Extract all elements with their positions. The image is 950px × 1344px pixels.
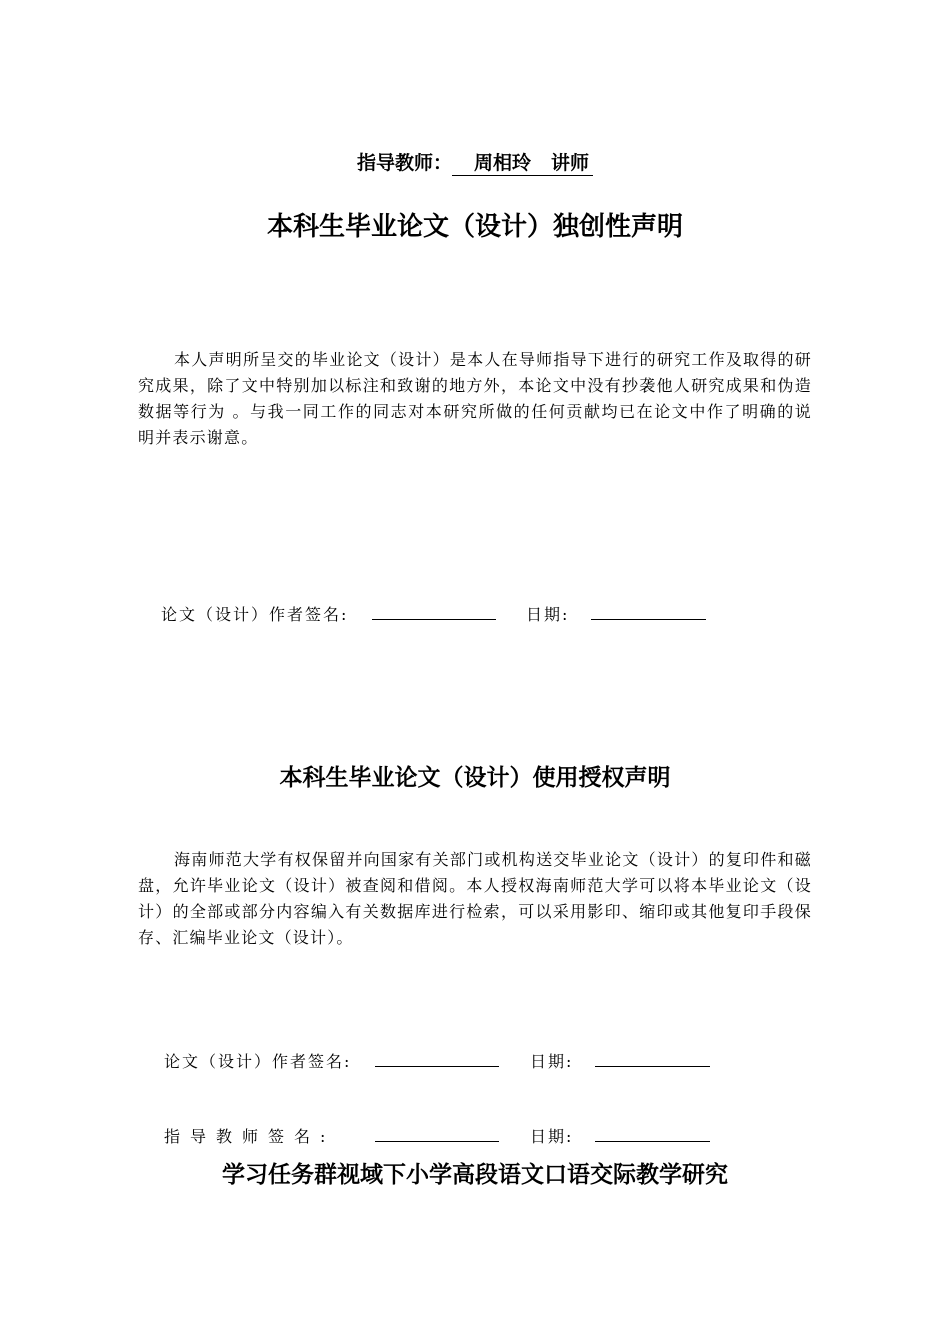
originality-author-sign-line [372, 619, 496, 620]
advisor-name-field [452, 152, 593, 176]
advisor-date-label: 日期: [530, 1127, 574, 1146]
originality-date-label: 日期: [526, 605, 570, 624]
authorization-heading: 本科生毕业论文（设计）使用授权声明 [279, 765, 671, 791]
advisor-sign-line [375, 1141, 499, 1142]
advisor-title: 讲师 [551, 152, 590, 174]
originality-author-sign-label: 论文（设计）作者签名: [161, 605, 349, 624]
advisor-label: 指导教师： [356, 152, 452, 174]
originality-date-line [591, 619, 706, 620]
originality-body: 本人声明所呈交的毕业论文（设计）是本人在导师指导下进行的研究工作及取得的研究成果，除了文中特别加以标注和致谢的地方外，本论文中没有抄袭他人研究成果和伪造数据等行为 。与我一同工作的同志对本研究所做的任何贡献均已在论文中作了明确的说明并表示谢意。 [138, 350, 812, 447]
originality-heading: 本科生毕业论文（设计）独创性声明 [266, 212, 683, 242]
thesis-title: 学习任务群视域下小学高段语文口语交际教学研究 [222, 1162, 728, 1188]
advisor-name: 周相玲 [473, 152, 531, 174]
authorization-author-date-line [595, 1066, 710, 1067]
advisor-sign-label: 指导教师签名: [164, 1127, 336, 1146]
advisor-date-line [595, 1141, 710, 1142]
authorization-author-sign-line [375, 1066, 499, 1067]
authorization-author-sign-label: 论文（设计）作者签名: [164, 1052, 352, 1071]
advisor-line [0, 148, 950, 176]
authorization-author-date-label: 日期: [530, 1052, 574, 1071]
authorization-body: 海南师范大学有权保留并向国家有关部门或机构送交毕业论文（设计）的复印件和磁盘，允许毕业论文（设计）被查阅和借阅。本人授权海南师范大学可以将本毕业论文（设计）的全部或部分内容编入有关数据库进行检索，可以采用影印、缩印或其他复印手段保存、汇编毕业论文（设计）。 [138, 850, 812, 947]
